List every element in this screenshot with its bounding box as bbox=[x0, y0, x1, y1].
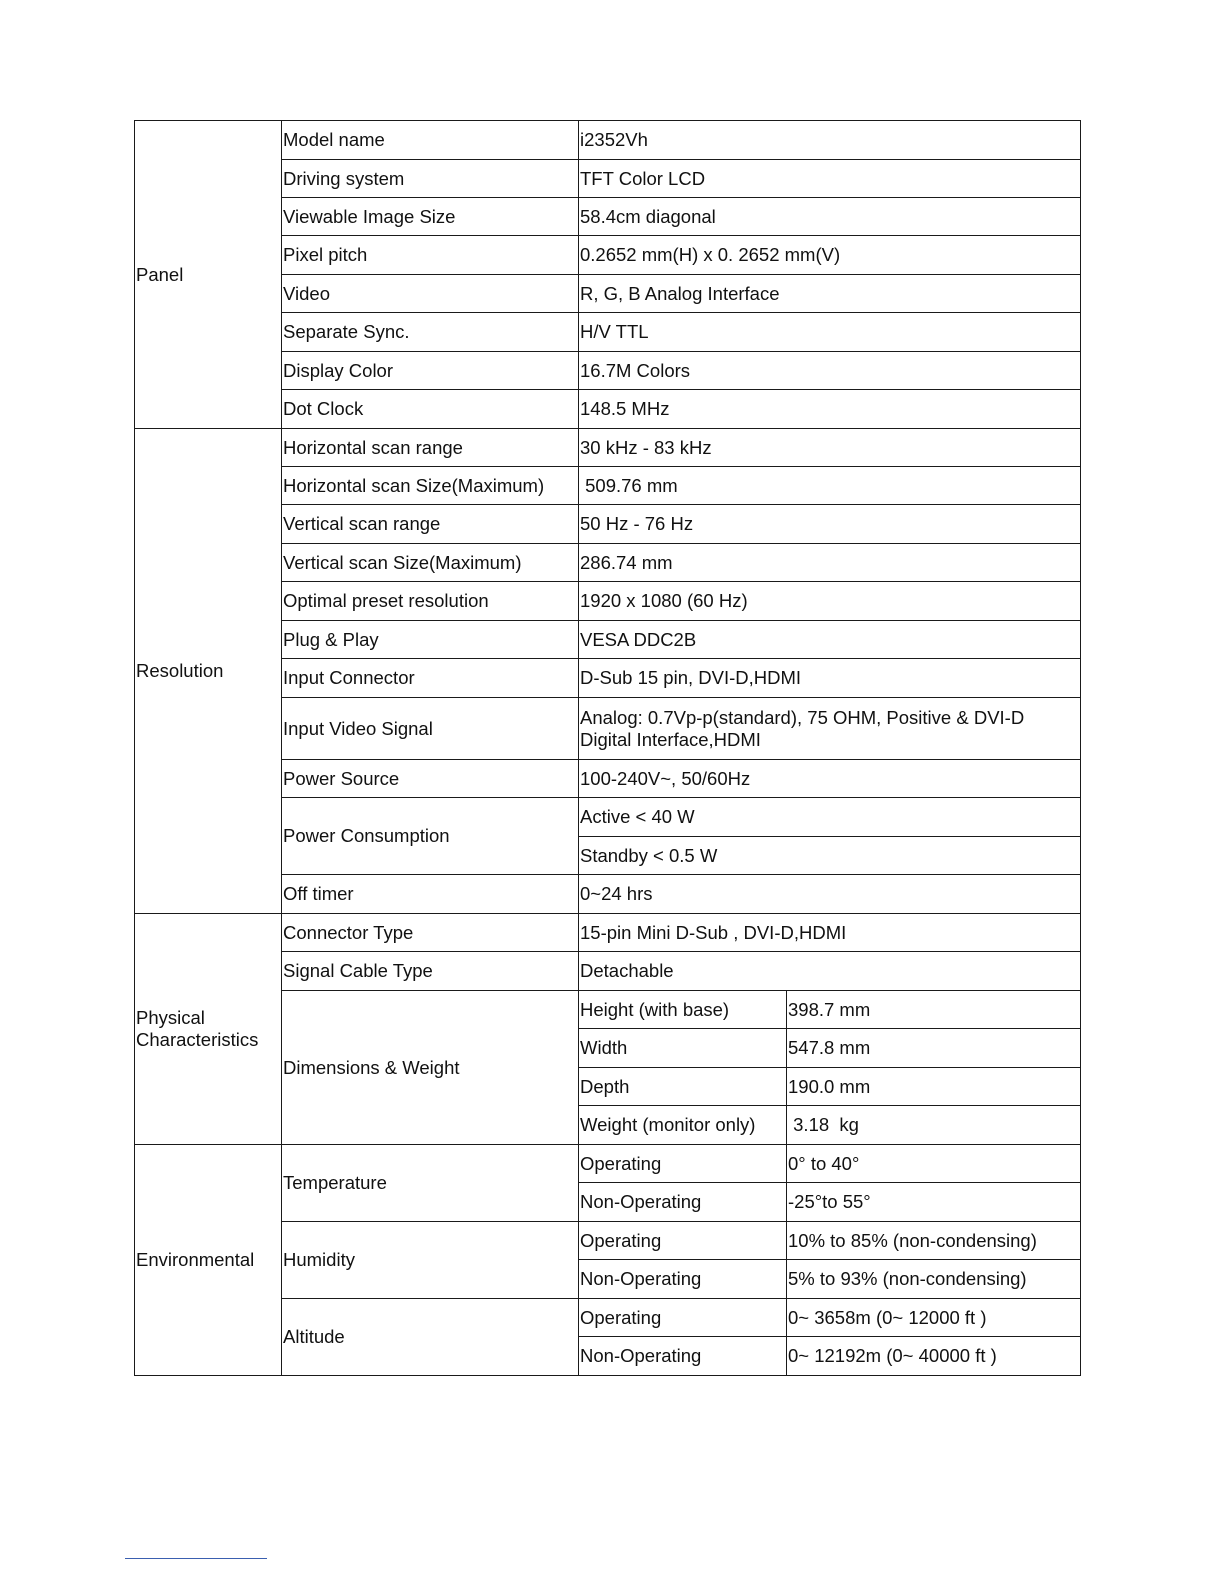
spec-name: Altitude bbox=[282, 1299, 579, 1376]
spec-value: 509.76 mm bbox=[579, 467, 1081, 505]
spec-name: Optimal preset resolution bbox=[282, 582, 579, 621]
spec-value: 547.8 mm bbox=[787, 1029, 1081, 1068]
spec-value: Standby < 0.5 W bbox=[579, 837, 1081, 875]
category-environmental: Environmental bbox=[135, 1145, 282, 1376]
spec-value: 0° to 40° bbox=[787, 1145, 1081, 1183]
spec-value: 50 Hz - 76 Hz bbox=[579, 505, 1081, 544]
spec-value: 398.7 mm bbox=[787, 991, 1081, 1029]
table-row bbox=[135, 1145, 1081, 1183]
spec-name: Vertical scan Size(Maximum) bbox=[282, 544, 579, 582]
spec-name: Signal Cable Type bbox=[282, 952, 579, 991]
spec-value: 15-pin Mini D-Sub , DVI-D,HDMI bbox=[579, 914, 1081, 952]
spec-name: Power Source bbox=[282, 760, 579, 798]
spec-subname: Depth bbox=[579, 1068, 787, 1106]
spec-value: H/V TTL bbox=[579, 313, 1081, 352]
spec-subname: Operating bbox=[579, 1145, 787, 1183]
spec-value: 3.18 kg bbox=[787, 1106, 1081, 1145]
spec-value: Analog: 0.7Vp-p(standard), 75 OHM, Positive & DVI-D Digital Interface,HDMI bbox=[579, 698, 1081, 760]
spec-name: Off timer bbox=[282, 875, 579, 914]
category-panel: Panel bbox=[135, 121, 282, 429]
spec-subname: Non-Operating bbox=[579, 1260, 787, 1299]
spec-value: 0~ 12192m (0~ 40000 ft ) bbox=[787, 1337, 1081, 1376]
spec-value: 1920 x 1080 (60 Hz) bbox=[579, 582, 1081, 621]
spec-name: Viewable Image Size bbox=[282, 198, 579, 236]
spec-name: Driving system bbox=[282, 160, 579, 198]
spec-value: 16.7M Colors bbox=[579, 352, 1081, 390]
spec-value: 30 kHz - 83 kHz bbox=[579, 429, 1081, 467]
spec-value: Active < 40 W bbox=[579, 798, 1081, 837]
spec-value: 190.0 mm bbox=[787, 1068, 1081, 1106]
spec-name: Display Color bbox=[282, 352, 579, 390]
spec-subname: Non-Operating bbox=[579, 1337, 787, 1376]
spec-name: Separate Sync. bbox=[282, 313, 579, 352]
spec-value: 0~ 3658m (0~ 12000 ft ) bbox=[787, 1299, 1081, 1337]
category-resolution: Resolution bbox=[135, 429, 282, 914]
spec-value: 5% to 93% (non-condensing) bbox=[787, 1260, 1081, 1299]
spec-value: D-Sub 15 pin, DVI-D,HDMI bbox=[579, 659, 1081, 698]
spec-value: VESA DDC2B bbox=[579, 621, 1081, 659]
spec-name: Input Video Signal bbox=[282, 698, 579, 760]
spec-value: 0~24 hrs bbox=[579, 875, 1081, 914]
spec-value: 0.2652 mm(H) x 0. 2652 mm(V) bbox=[579, 236, 1081, 275]
spec-value: 58.4cm diagonal bbox=[579, 198, 1081, 236]
spec-table bbox=[134, 120, 1081, 1376]
table-row bbox=[135, 429, 1081, 467]
spec-name: Connector Type bbox=[282, 914, 579, 952]
spec-value: -25°to 55° bbox=[787, 1183, 1081, 1222]
spec-name: Temperature bbox=[282, 1145, 579, 1222]
spec-subname: Operating bbox=[579, 1299, 787, 1337]
spec-name: Horizontal scan range bbox=[282, 429, 579, 467]
spec-value: R, G, B Analog Interface bbox=[579, 275, 1081, 313]
spec-subname: Non-Operating bbox=[579, 1183, 787, 1222]
spec-value: i2352Vh bbox=[579, 121, 1081, 160]
spec-name: Plug & Play bbox=[282, 621, 579, 659]
spec-subname: Width bbox=[579, 1029, 787, 1068]
spec-value: 148.5 MHz bbox=[579, 390, 1081, 429]
spec-value: TFT Color LCD bbox=[579, 160, 1081, 198]
spec-value: Detachable bbox=[579, 952, 1081, 991]
spec-name: Humidity bbox=[282, 1222, 579, 1299]
spec-name: Input Connector bbox=[282, 659, 579, 698]
footnote-divider bbox=[125, 1558, 267, 1559]
spec-name: Vertical scan range bbox=[282, 505, 579, 544]
spec-name: Horizontal scan Size(Maximum) bbox=[282, 467, 579, 505]
spec-name: Model name bbox=[282, 121, 579, 160]
spec-subname: Height (with base) bbox=[579, 991, 787, 1029]
table-row bbox=[135, 121, 1081, 160]
spec-name: Dot Clock bbox=[282, 390, 579, 429]
spec-name: Video bbox=[282, 275, 579, 313]
table-row bbox=[135, 914, 1081, 952]
spec-value: 10% to 85% (non-condensing) bbox=[787, 1222, 1081, 1260]
category-physical: Physical Characteristics bbox=[135, 914, 282, 1145]
spec-value: 286.74 mm bbox=[579, 544, 1081, 582]
spec-name: Power Consumption bbox=[282, 798, 579, 875]
spec-subname: Weight (monitor only) bbox=[579, 1106, 787, 1145]
spec-value: 100-240V~, 50/60Hz bbox=[579, 760, 1081, 798]
spec-subname: Operating bbox=[579, 1222, 787, 1260]
spec-name: Pixel pitch bbox=[282, 236, 579, 275]
spec-name: Dimensions & Weight bbox=[282, 991, 579, 1145]
